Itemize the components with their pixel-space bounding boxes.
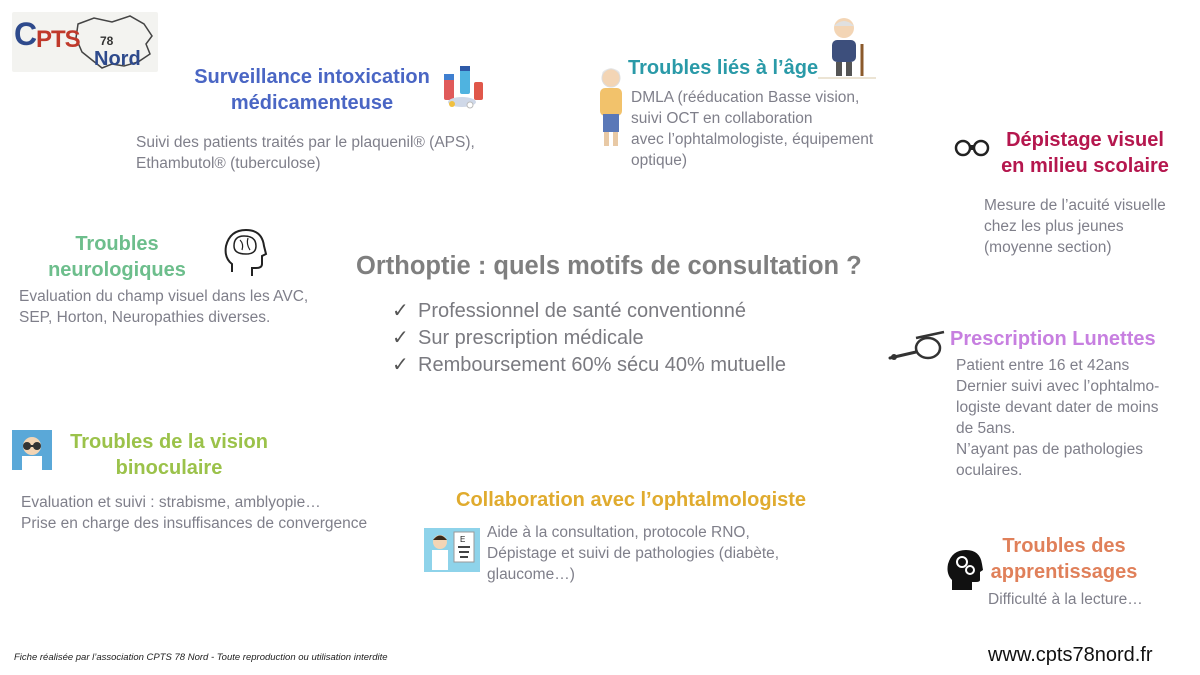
- lunettes-line: de 5ans.: [956, 420, 1016, 437]
- website-link[interactable]: www.cpts78nord.fr: [988, 644, 1153, 666]
- neuro-title: [40, 231, 194, 283]
- scolaire-title-line-1: Dépistage visuel: [1006, 129, 1164, 151]
- checklist-item: [392, 325, 786, 352]
- lunettes-line: N’ayant pas de pathologies: [956, 441, 1143, 458]
- check-icon: ✓: [392, 354, 409, 376]
- logo-letter-c: C: [14, 16, 38, 52]
- check-icon: ✓: [392, 327, 409, 349]
- apprent-title: [986, 533, 1142, 585]
- binoculars-icon: [954, 138, 990, 158]
- lunettes-line: logiste devant dater de moins: [956, 399, 1159, 416]
- cpts-logo: [12, 12, 158, 74]
- lunettes-line: Patient entre 16 et 42ans: [956, 357, 1130, 374]
- apprent-title-line-1: Troubles des: [1002, 535, 1126, 557]
- age-line: DMLA (rééducation Basse vision,: [631, 89, 860, 106]
- collab-text: [487, 522, 779, 585]
- lunettes-title: Prescription Lunettes: [950, 328, 1156, 350]
- neuro-line: Evaluation du champ visuel dans les AVC,: [19, 288, 309, 305]
- scolaire-text: [984, 195, 1166, 258]
- intox-title-line-1: Surveillance intoxication: [194, 66, 430, 88]
- scolaire-line: chez les plus jeunes: [984, 218, 1124, 235]
- age-title: Troubles liés à l’âge: [628, 57, 819, 79]
- lunettes-line: oculaires.: [956, 462, 1023, 479]
- collab-line: Aide à la consultation, protocole RNO,: [487, 524, 750, 541]
- elderly-man-icon: [818, 14, 878, 84]
- checklist-item: [392, 298, 786, 325]
- binoc-title-line-1: Troubles de la vision: [70, 431, 268, 453]
- lunettes-text: [956, 355, 1159, 481]
- apprent-line: Difficulté à la lecture…: [988, 591, 1143, 608]
- collab-title: Collaboration avec l’ophtalmologiste: [456, 489, 807, 511]
- binoc-title: [64, 429, 274, 481]
- checklist-item-label: Professionnel de santé conventionné: [418, 300, 747, 322]
- collab-line: Dépistage et suivi de pathologies (diabète,: [487, 545, 780, 562]
- neuro-line: SEP, Horton, Neuropathies diverses.: [19, 309, 271, 326]
- age-line: avec l’ophtalmologiste, équipement: [631, 131, 874, 148]
- neuro-title-line-1: Troubles: [75, 233, 159, 255]
- pills-icon: [440, 64, 486, 110]
- checklist-item: [392, 352, 786, 379]
- intox-title: [192, 64, 432, 116]
- eye-chart-doctor-icon: [424, 528, 480, 572]
- checklist-item-label: Sur prescription médicale: [418, 327, 644, 349]
- svg-text:E: E: [460, 535, 466, 544]
- brain-head-icon: [222, 228, 268, 278]
- glasses-icon: [886, 326, 948, 366]
- neuro-text: [19, 286, 308, 328]
- intox-line: Suivi des patients traités par le plaquenil® (APS),: [136, 134, 475, 151]
- age-line: optique): [631, 152, 688, 169]
- collab-line: glaucome…): [487, 566, 575, 583]
- scolaire-title: [1000, 127, 1170, 179]
- apprent-title-line-2: apprentissages: [990, 561, 1138, 583]
- scolaire-title-line-2: en milieu scolaire: [1001, 155, 1169, 177]
- age-text: [631, 87, 873, 171]
- binoc-line: Evaluation et suivi : strabisme, amblyopie…: [21, 494, 321, 511]
- intox-line: Ethambutol® (tuberculose): [136, 155, 321, 172]
- elderly-woman-icon: [594, 66, 628, 150]
- checklist-item-label: Remboursement 60% sécu 40% mutuelle: [418, 354, 786, 376]
- binoc-text: [21, 492, 367, 534]
- age-line: suivi OCT en collaboration: [631, 110, 813, 127]
- binoc-line: Prise en charge des insuffisances de convergence: [21, 515, 368, 532]
- checklist: [392, 298, 786, 379]
- main-title: Orthoptie : quels motifs de consultation ?: [356, 252, 862, 280]
- neuro-title-line-2: neurologiques: [48, 259, 186, 281]
- apprent-text: [988, 589, 1143, 610]
- doctor-eye-exam-icon: [12, 430, 52, 470]
- logo-letters-pts: PTS: [36, 26, 80, 53]
- head-gears-icon: [946, 548, 984, 592]
- binoc-title-line-2: binoculaire: [115, 457, 223, 479]
- scolaire-line: Mesure de l’acuité visuelle: [984, 197, 1166, 214]
- logo-number: 78: [100, 34, 114, 48]
- logo-nord: Nord: [94, 48, 141, 70]
- intox-title-line-2: médicamenteuse: [230, 92, 394, 114]
- lunettes-line: Dernier suivi avec l’ophtalmo-: [956, 378, 1160, 395]
- scolaire-line: (moyenne section): [984, 239, 1112, 256]
- check-icon: ✓: [392, 300, 409, 322]
- footer-note: Fiche réalisée par l’association CPTS 78 Nord - Toute reproduction ou utilisation interdite: [14, 652, 388, 663]
- intox-text: [136, 132, 475, 174]
